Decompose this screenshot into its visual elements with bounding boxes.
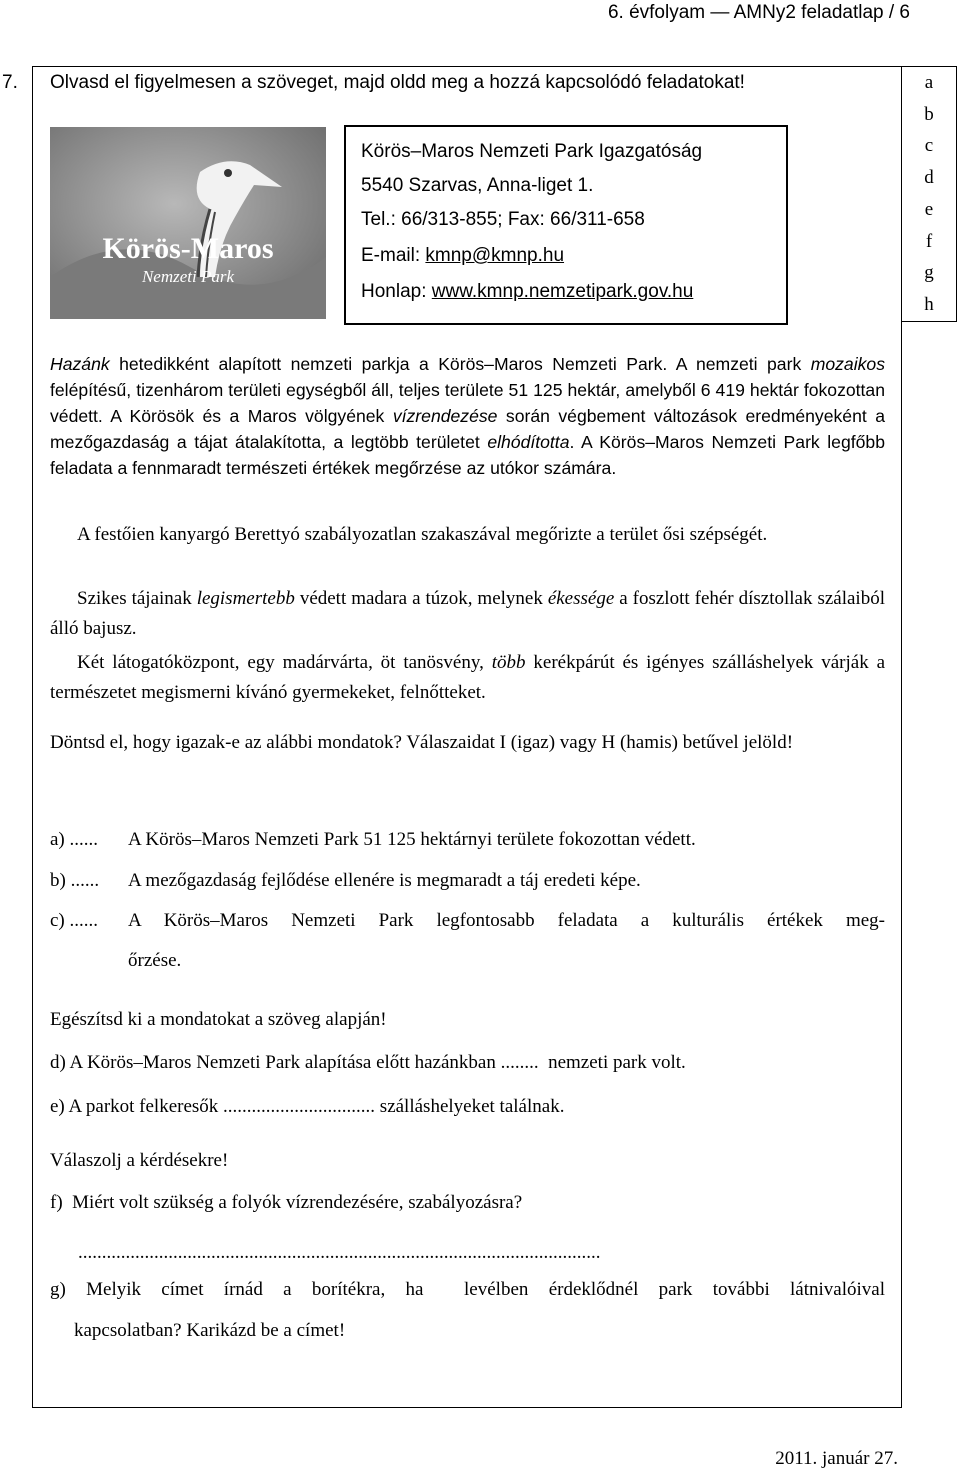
address-phone: Tel.: 66/313-855; Fax: 66/311-658 xyxy=(361,209,645,230)
fill-item-e[interactable]: e) A parkot felkeresők ................................ szálláshelyeket találnak. xyxy=(50,1096,565,1117)
grade-letter-c: c xyxy=(924,135,934,157)
question-g-line2: kapcsolatban? Karikázd be a címet! xyxy=(74,1320,346,1341)
address-box xyxy=(344,125,788,325)
tf-statement-b: A mezőgazdaság fejlődése ellenére is megmaradt a táj eredeti képe. xyxy=(128,870,641,891)
paragraph-intro: Hazánk hetedikként alapított nemzeti parkja a Körös–Maros Nemzeti Park. A nemzeti park mozaikos felépítésű, tizenhárom területi egységből áll, teljes területe 51 125 hektár, amelyből 6 419 hektár fokozottan védett. A Körösök és a Maros völgyének vízrendezése során végbement változások eredményeként a mezőgazdaság a tájat átalakította, a legtöbb területet elhódította. A Körös–Maros Nemzeti Park legfőbb feladata a fennmaradt természeti értékek megőrzése az utókor számára. xyxy=(50,354,885,478)
tf-answer-slot-b[interactable]: b) ...... xyxy=(50,870,100,891)
park-logo xyxy=(50,127,326,319)
web-label: Honlap: xyxy=(361,281,432,302)
tf-statement-c-continued: őrzése. xyxy=(128,950,182,971)
grade-letter-a: a xyxy=(924,71,934,93)
address-org: Körös–Maros Nemzeti Park Igazgatóság xyxy=(361,141,703,162)
paragraph-visitors: Két látogatóközpont, egy madárvárta, öt tanösvény, több kerékpárút és igényes szálláshelyek várják a természetet megismerni kívánó gyermekeket, felnőtteket. xyxy=(50,652,886,703)
grade-letter-d: d xyxy=(924,167,934,189)
question-f: f) Miért volt szükség a folyók vízrendezésére, szabályozásra? xyxy=(50,1192,523,1213)
address-street: 5540 Szarvas, Anna-liget 1. xyxy=(361,175,594,196)
task-fill-instruction: Egészítsd ki a mondatokat a szöveg alapján! xyxy=(50,1009,387,1030)
task-instruction: Olvasd el figyelmesen a szöveget, majd oldd meg a hozzá kapcsolódó feladatokat! xyxy=(50,72,745,93)
grade-letter-g: g xyxy=(924,262,934,284)
question-number: 7. xyxy=(2,72,18,93)
tf-statement-a: A Körös–Maros Nemzeti Park 51 125 hektárnyi területe fokozottan védett. xyxy=(128,829,696,850)
grade-letter-b: b xyxy=(924,103,934,125)
fill-item-d[interactable]: d) A Körös–Maros Nemzeti Park alapítása előtt hazánkban ........ nemzeti park volt. xyxy=(50,1052,686,1073)
grade-letter-h: h xyxy=(924,294,934,316)
address-web xyxy=(361,281,693,303)
email-label: E-mail: xyxy=(361,245,426,266)
web-link[interactable]: www.kmnp.nemzetipark.gov.hu xyxy=(431,281,694,302)
logo-text-sub: Nemzeti Park xyxy=(141,267,235,286)
page-header: 6. évfolyam — AMNy2 feladatlap / 6 xyxy=(607,2,910,23)
grade-letter-f: f xyxy=(925,230,933,252)
address-email xyxy=(361,245,564,267)
email-link[interactable]: kmnp@kmnp.hu xyxy=(425,245,565,266)
question-g-line1: g) Melyik címet írnád a borítékra, ha levélben érdeklődnél park további látnivalóival xyxy=(50,1279,885,1300)
paragraph-tuzok: Szikes tájainak legismertebb védett madara a túzok, melynek ékessége a foszlott fehér dísztollak szálaiból álló bajusz. xyxy=(50,588,885,639)
paragraph-berettyo: A festőien kanyargó Berettyó szabályozatlan szakaszával megőrizte a terület ősi szépségét. xyxy=(77,524,768,545)
task-questions-instruction: Válaszolj a kérdésekre! xyxy=(50,1150,229,1171)
tf-statement-c: A Körös–Maros Nemzeti Park legfontosabb feladata a kulturális értékek meg- xyxy=(128,910,885,931)
tf-answer-slot-a[interactable]: a) ...... xyxy=(50,829,99,850)
tf-answer-slot-c[interactable]: c) ...... xyxy=(50,910,99,931)
bird-logo-icon xyxy=(50,127,326,319)
logo-text-main: Körös-Maros xyxy=(102,232,274,265)
task-true-false-instruction: Döntsd el, hogy igazak-e az alábbi mondatok? Válaszaidat I (igaz) vagy H (hamis) betűvel jelöld! xyxy=(50,732,794,753)
footer-date: 2011. január 27. xyxy=(775,1448,898,1469)
answer-line-f[interactable]: .............................................................................................................. xyxy=(78,1242,601,1263)
grade-letter-e: e xyxy=(924,198,934,220)
grade-column xyxy=(902,66,957,322)
